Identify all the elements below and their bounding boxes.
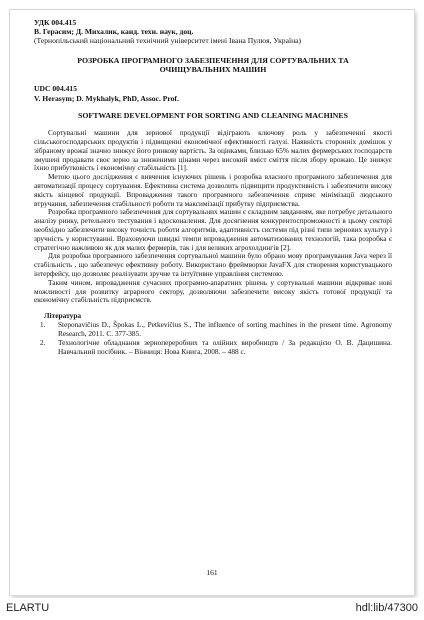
reference-text: Технологічне обладнання зернопереробних та олійних виробництв / За редакцією О. В. Дацишина. Навчальний посібник. – Вінниця: Нова Книга, 2008. – 488 с.: [58, 337, 392, 356]
reference-number: 2.: [40, 337, 46, 347]
en-udc: UDC 004.415: [34, 84, 78, 94]
references-heading: Література: [44, 311, 82, 321]
paragraph: Метою цього дослідження є вивчення існуючих рішень і розробка власного програмного забезпечення для автоматизації процесу сортування. Ефективна система дозволить підвищити продуктивність і забезпечити високу якість кінцевої продукції. Впровадження такого програмного забезпечення сприяє мінімізації людського втручання, забезпечення стабільності роботи та максимізації прибутку підприємства.: [34, 172, 392, 208]
page-number: 161: [206, 568, 218, 577]
uk-affiliation: (Тернопільський національний технічний університет імені Івана Пулюя, Україна): [34, 36, 302, 46]
paragraph: Для розробки програмного забезпечення сортувальної машини було обрано мову програмування Java через її стабільність , що забезпечує ефективну роботу. Використано фреймворки JavaFX для створення користувацького інтерфейсу, що дозволяє реалізувати зручне та інтуїтивне управління системою.: [34, 251, 392, 278]
paragraph: Розробка програмного забезпечення для сортувальних машин є складним завданням, яке потребує детального аналізу ринку, ретельного тестування і вдосконалення. Для досягнення конкурентоспроможності в цьому секторі необхідно забезпечити високу точність роботи алгоритмів, адаптивність системи під різні типи зернових культур і зручність у користуванні. Враховуючи швидкі темпи впровадження автоматизованих технологій, така розробка є стратегічно важливою як для малих фермерів, так і для великих агрохолдингів [2].: [34, 207, 392, 252]
en-title: SOFTWARE DEVELOPMENT FOR SORTING AND CLEANING MACHINES: [78, 110, 348, 120]
reference-item: [40, 321, 392, 339]
paragraph: Таким чином, впровадження сучасних програмно-апаратних рішень у сортувальні машини відкриває нові можливості для розвитку аграрного сектору, дозволяючи забезпечити високу якість готової продукції та економічну стабільність підприємств.: [34, 277, 392, 305]
reference-text: Steponavičius D., Špokas L., Petkevičius S., The influence of sorting machines in the present time. Agronomy Research, 2011. C. 377-385.: [58, 320, 392, 338]
paragraph: Сортувальні машини для зернової продукції відіграють ключову роль у забезпеченні якості сільськогосподарських продуктів і підвищенні економічної ефективності галузі. Наявність сторонніх домішок у зібраному врожаї значно знижує його ринкову вартість. За оцінками, близько 65% малих фермерських господарств змушені продавати своє зерно за зниженими цінами через високий вміст сміття після збору врожаю. Це знижує їхню прибутковість і економічну стабільність [1].: [34, 128, 392, 173]
reference-number: 1.: [40, 320, 46, 330]
uk-title: РОЗРОБКА ПРОГРАМНОГО ЗАБЕЗПЕЧЕННЯ ДЛЯ СОРТУВАЛЬНИХ ТА ОЧИЩУВАЛЬНИХ МАШИН: [77, 55, 349, 75]
references-list: [34, 321, 392, 356]
reference-item: [40, 339, 392, 357]
uk-udc: УДК 004.415: [34, 18, 77, 27]
uk-authors: В. Герасим; Д. Михалик, канд. техн. наук, доц.: [34, 27, 194, 37]
footer-repository-label: ELARTU: [6, 602, 50, 614]
footer-handle-label: hdl:lib/47300: [355, 602, 418, 614]
en-authors: V. Herasym; D. Mykhalyk, PhD, Assoc. Prof.: [34, 93, 179, 103]
viewer-footer: [0, 598, 424, 620]
article-body: [34, 129, 392, 305]
paper-page: [10, 10, 414, 595]
en-header: [34, 84, 392, 102]
uk-header: [34, 18, 392, 46]
